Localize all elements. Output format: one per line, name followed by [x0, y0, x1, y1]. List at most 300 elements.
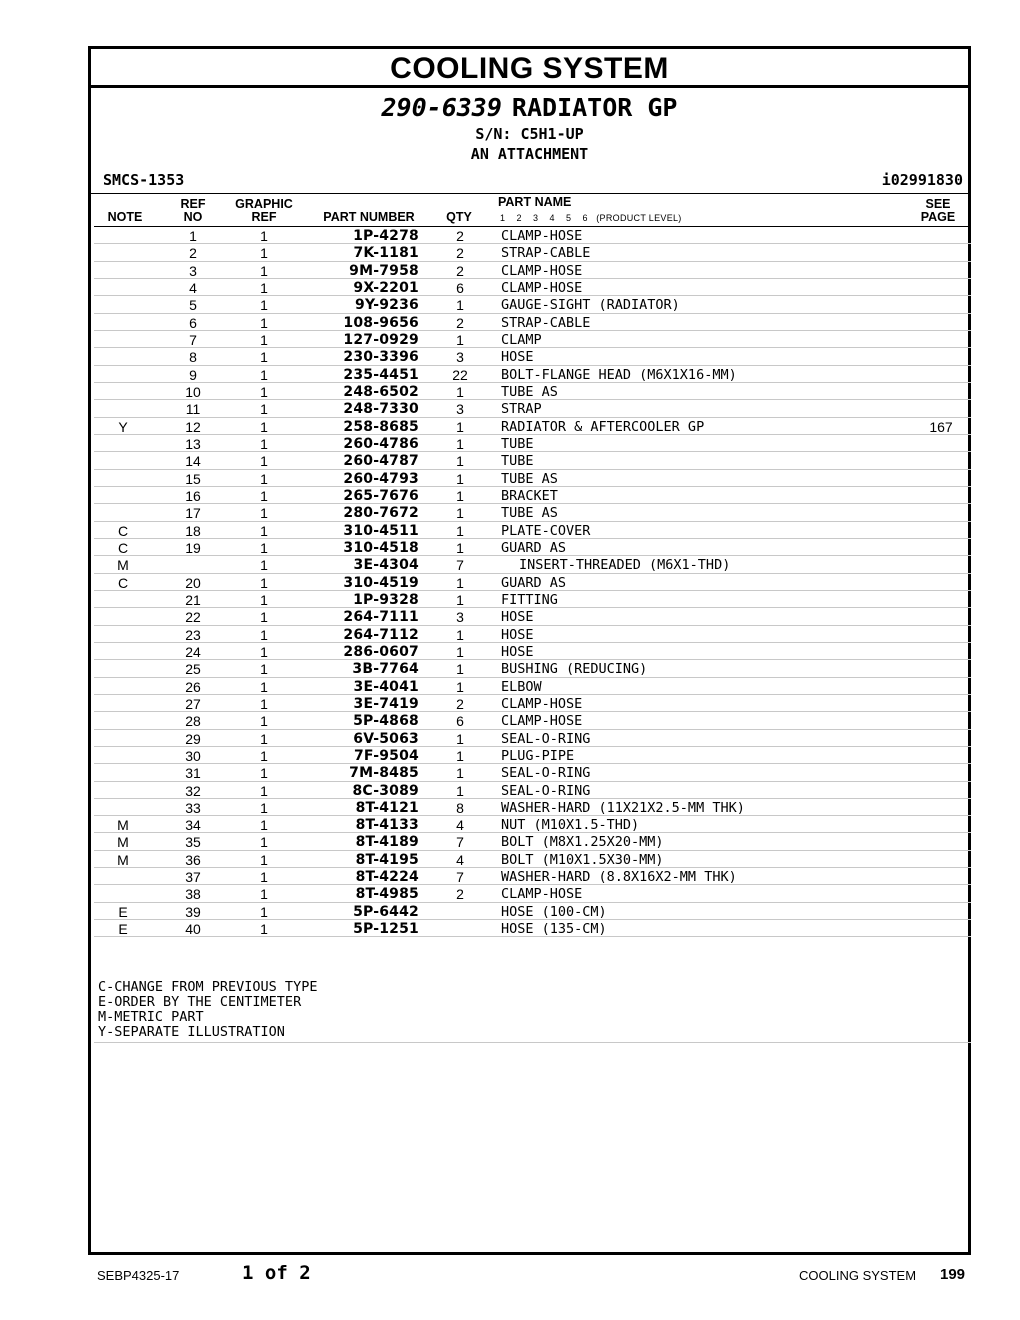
table-row [94, 348, 971, 365]
ref-no-cell: 39 [185, 903, 201, 920]
table-row [94, 833, 971, 850]
part-number-cell: 3B-7764 [352, 661, 419, 678]
see-page-cell [916, 435, 966, 452]
part-number-cell: 280-7672 [343, 505, 419, 522]
ref-no-cell: 30 [185, 747, 201, 764]
note-cell: C [117, 539, 129, 556]
see-page-cell [916, 452, 966, 469]
ref-no-cell: 38 [185, 886, 201, 903]
note-cell [103, 747, 143, 764]
section-title: COOLING SYSTEM [91, 49, 968, 88]
part-name-cell: NUT (M10X1.5-THD) [501, 817, 640, 834]
see-page-cell [916, 868, 966, 885]
see-page-cell [916, 695, 966, 712]
ref-no-cell: 5 [189, 297, 197, 314]
ref-no-cell: 20 [185, 574, 201, 591]
header-see-top: SEE [925, 197, 951, 211]
group-name: RADIATOR GP [511, 93, 678, 122]
qty-cell: 1 [456, 626, 464, 643]
part-name-cell: TUBE [501, 453, 534, 470]
note-cell [103, 868, 143, 885]
see-page-cell [916, 487, 966, 504]
graphic-ref-cell: 1 [260, 557, 268, 574]
part-number-cell: 8T-4985 [355, 886, 419, 903]
ref-no-cell: 23 [185, 626, 201, 643]
part-number-cell: 5P-1251 [353, 921, 419, 938]
part-number-cell: 235-4451 [343, 366, 419, 383]
part-name-cell: SEAL-O-RING [501, 782, 591, 799]
qty-cell: 1 [456, 487, 464, 504]
part-name-cell: RADIATOR & AFTERCOOLER GP [501, 418, 705, 435]
group-part-number: 290-6339 [381, 93, 502, 122]
table-row [94, 903, 971, 920]
table-row [94, 643, 971, 660]
qty-cell: 1 [456, 383, 464, 400]
part-number-cell: 3E-4304 [353, 557, 419, 574]
qty-cell: 6 [456, 279, 464, 296]
table-row [94, 470, 971, 487]
footer-section-name: COOLING SYSTEM [799, 1268, 917, 1283]
qty-cell: 3 [456, 401, 464, 418]
part-name-cell: STRAP [501, 401, 542, 418]
ref-no-cell: 14 [185, 453, 201, 470]
part-name-cell: CLAMP-HOSE [501, 713, 583, 730]
attachment-label: AN ATTACHMENT [470, 145, 589, 163]
part-number-cell: 9Y-9236 [355, 297, 419, 314]
note-cell: Y [118, 418, 128, 435]
part-number-cell: 1P-9328 [353, 591, 419, 608]
table-row [94, 556, 971, 573]
part-name-cell: HOSE [501, 349, 534, 366]
ref-no-cell: 13 [185, 435, 201, 452]
graphic-ref-cell: 1 [260, 713, 268, 730]
see-page-cell [916, 712, 966, 729]
note-cell [103, 712, 143, 729]
table-row [94, 799, 971, 816]
ref-no-cell: 35 [185, 834, 201, 851]
note-cell [103, 227, 143, 244]
part-name-cell: STRAP-CABLE [501, 314, 591, 331]
table-row [94, 244, 971, 261]
see-page-cell [916, 591, 966, 608]
note-cell [103, 695, 143, 712]
table-row [94, 296, 971, 313]
see-page-cell [916, 764, 966, 781]
graphic-ref-cell: 1 [260, 643, 268, 660]
part-name-cell: HOSE [501, 643, 534, 660]
part-name-cell: GUARD AS [501, 539, 567, 556]
ref-no-cell: 40 [185, 921, 201, 938]
serial-number: S/N: C5H1-UP [475, 125, 584, 143]
graphic-ref-cell: 1 [260, 678, 268, 695]
table-row [94, 400, 971, 417]
see-page-cell [916, 296, 966, 313]
table-row [94, 314, 971, 331]
column-header-ref-no [173, 198, 213, 224]
graphic-ref-cell: 1 [260, 470, 268, 487]
graphic-ref-cell: 1 [260, 626, 268, 643]
see-page-cell [916, 626, 966, 643]
table-row [94, 782, 971, 799]
graphic-ref-cell: 1 [260, 851, 268, 868]
table-row [94, 487, 971, 504]
table-row [94, 539, 971, 556]
table-row [94, 591, 971, 608]
part-number-cell: 8T-4195 [355, 851, 419, 868]
qty-cell: 7 [456, 557, 464, 574]
note-cell [103, 608, 143, 625]
part-name-cell: HOSE (100-CM) [501, 903, 607, 920]
graphic-ref-cell: 1 [260, 539, 268, 556]
ref-no-cell: 31 [185, 765, 201, 782]
part-name-cell: CLAMP-HOSE [501, 262, 583, 279]
graphic-ref-cell: 1 [260, 886, 268, 903]
note-cell [103, 314, 143, 331]
qty-cell: 1 [456, 297, 464, 314]
table-row [94, 366, 971, 383]
see-page-cell [916, 799, 966, 816]
table-row [94, 816, 971, 833]
table-row [94, 608, 971, 625]
product-level-scale: 1 2 3 4 5 6 (PRODUCT LEVEL) [500, 213, 682, 223]
part-number-cell: 230-3396 [343, 349, 419, 366]
qty-cell: 2 [456, 245, 464, 262]
part-number-cell: 248-7330 [343, 401, 419, 418]
qty-cell: 1 [456, 678, 464, 695]
note-cell [103, 279, 143, 296]
qty-cell: 1 [456, 747, 464, 764]
table-row [94, 418, 971, 435]
part-name-cell: CLAMP-HOSE [501, 886, 583, 903]
legend-line: Y-SEPARATE ILLUSTRATION [98, 1024, 285, 1040]
part-name-cell: CLAMP-HOSE [501, 695, 583, 712]
part-name-cell: BOLT-FLANGE HEAD (M6X1X16-MM) [501, 366, 737, 383]
table-row [94, 435, 971, 452]
see-page-cell [916, 903, 966, 920]
table-row [94, 331, 971, 348]
part-number-cell: 9M-7958 [349, 262, 419, 279]
ref-no-cell: 28 [185, 713, 201, 730]
qty-cell: 1 [456, 331, 464, 348]
part-name-cell: GAUGE-SIGHT (RADIATOR) [501, 297, 680, 314]
note-cell [103, 799, 143, 816]
note-cell [103, 452, 143, 469]
see-page-cell [916, 400, 966, 417]
ref-no-cell: 26 [185, 678, 201, 695]
table-row [94, 452, 971, 469]
column-header-qty: QTY [446, 210, 472, 224]
qty-cell: 1 [456, 539, 464, 556]
ref-no-cell: 24 [185, 643, 201, 660]
table-row [94, 851, 971, 868]
qty-cell: 1 [456, 643, 464, 660]
note-cell [103, 591, 143, 608]
part-name-cell: STRAP-CABLE [501, 245, 591, 262]
part-number-cell: 3E-4041 [353, 678, 419, 695]
ref-no-cell: 1 [189, 228, 197, 244]
ref-no-cell: 3 [189, 262, 197, 279]
part-name-cell: HOSE [501, 626, 534, 643]
note-cell: M [117, 834, 129, 851]
legend-line: M-METRIC PART [98, 1009, 204, 1025]
table-row [94, 868, 971, 885]
note-cell [103, 782, 143, 799]
note-cell [103, 730, 143, 747]
part-name-cell: GUARD AS [501, 574, 567, 591]
graphic-ref-cell: 1 [260, 574, 268, 591]
see-page-cell [916, 643, 966, 660]
graphic-ref-cell: 1 [260, 366, 268, 383]
graphic-ref-cell: 1 [260, 401, 268, 418]
graphic-ref-cell: 1 [260, 834, 268, 851]
see-page-cell [916, 383, 966, 400]
qty-cell: 1 [456, 591, 464, 608]
note-cell [103, 366, 143, 383]
part-number-cell: 310-4511 [343, 522, 419, 539]
ref-no-cell [173, 556, 213, 573]
note-cell: M [117, 817, 129, 834]
table-row [94, 678, 971, 695]
ref-no-cell: 22 [185, 609, 201, 626]
qty-cell: 1 [456, 470, 464, 487]
qty-cell: 2 [456, 695, 464, 712]
graphic-ref-cell: 1 [260, 869, 268, 886]
qty-cell [440, 903, 480, 920]
note-cell [103, 400, 143, 417]
graphic-ref-cell: 1 [260, 591, 268, 608]
graphic-ref-cell: 1 [260, 279, 268, 296]
part-number-cell: 7K-1181 [353, 245, 419, 262]
qty-cell: 2 [456, 886, 464, 903]
qty-cell: 2 [456, 314, 464, 331]
column-header-part-name: PART NAME [498, 195, 572, 209]
ref-no-cell: 16 [185, 487, 201, 504]
ref-no-cell: 9 [189, 366, 197, 383]
ref-no-cell: 27 [185, 695, 201, 712]
qty-cell: 1 [456, 418, 464, 435]
legend-line: E-ORDER BY THE CENTIMETER [98, 994, 302, 1010]
qty-cell: 7 [456, 869, 464, 886]
see-page-cell [916, 366, 966, 383]
note-cell: C [117, 574, 129, 591]
graphic-ref-cell: 1 [260, 383, 268, 400]
qty-cell: 1 [456, 435, 464, 452]
see-page-cell [916, 885, 966, 902]
note-cell [103, 244, 143, 261]
table-row [94, 383, 971, 400]
ref-no-cell: 21 [185, 591, 201, 608]
see-page-cell [916, 608, 966, 625]
see-page-cell [916, 678, 966, 695]
note-cell: M [117, 557, 129, 574]
ref-no-cell: 8 [189, 349, 197, 366]
ref-no-cell: 4 [189, 279, 197, 296]
graphic-ref-cell: 1 [260, 314, 268, 331]
see-page-cell [916, 262, 966, 279]
part-number-cell: 258-8685 [343, 418, 419, 435]
ref-no-cell: 33 [185, 799, 201, 816]
graphic-ref-cell: 1 [260, 921, 268, 938]
graphic-ref-cell: 1 [260, 349, 268, 366]
header-ref-top: REF [180, 197, 206, 211]
graphic-ref-cell: 1 [260, 695, 268, 712]
see-page-cell [916, 730, 966, 747]
graphic-ref-cell: 1 [260, 903, 268, 920]
part-name-cell: TUBE AS [501, 470, 558, 487]
part-name-cell: CLAMP [501, 331, 542, 348]
graphic-ref-cell: 1 [260, 331, 268, 348]
part-number-cell: 8T-4224 [355, 869, 419, 886]
qty-cell: 2 [456, 228, 464, 244]
qty-cell: 7 [456, 834, 464, 851]
group-title [91, 91, 968, 125]
part-number-cell: 7M-8485 [349, 765, 419, 782]
table-row [94, 712, 971, 729]
table-row [94, 764, 971, 781]
part-name-cell: BUSHING (REDUCING) [501, 661, 648, 678]
graphic-ref-cell: 1 [260, 747, 268, 764]
ref-no-cell: 2 [189, 245, 197, 262]
table-row [94, 885, 971, 902]
see-page-cell [916, 851, 966, 868]
header-graphic-top: GRAPHIC [235, 197, 293, 211]
part-number-cell: 108-9656 [343, 314, 419, 331]
graphic-ref-cell: 1 [260, 817, 268, 834]
part-name-cell: WASHER-HARD (8.8X16X2-MM THK) [501, 869, 737, 886]
see-page-cell [916, 331, 966, 348]
see-page-cell [916, 556, 966, 573]
ref-no-cell: 10 [185, 383, 201, 400]
table-row [94, 227, 971, 244]
part-number-cell: 8T-4133 [355, 817, 419, 834]
graphic-ref-cell: 1 [260, 297, 268, 314]
see-page-cell [916, 504, 966, 521]
publication-number: SEBP4325-17 [97, 1268, 180, 1283]
ref-no-cell: 12 [185, 418, 201, 435]
column-header-graphic-ref [229, 198, 299, 224]
note-cell [103, 383, 143, 400]
part-name-cell: INSERT-THREADED (M6X1-THD) [519, 557, 731, 574]
qty-cell: 4 [456, 817, 464, 834]
qty-cell: 1 [456, 522, 464, 539]
qty-cell: 1 [456, 574, 464, 591]
part-name-cell: FITTING [501, 591, 558, 608]
see-page-cell [916, 782, 966, 799]
part-number-cell: 248-6502 [343, 383, 419, 400]
qty-cell [440, 920, 480, 937]
note-cell [103, 626, 143, 643]
qty-cell: 1 [456, 765, 464, 782]
graphic-ref-cell: 1 [260, 505, 268, 522]
qty-cell: 6 [456, 713, 464, 730]
part-number-cell: 1P-4278 [353, 228, 419, 244]
ref-no-cell: 25 [185, 661, 201, 678]
part-number-cell: 260-4786 [343, 435, 419, 452]
ref-no-cell: 36 [185, 851, 201, 868]
ref-no-cell: 11 [185, 401, 201, 418]
table-row [94, 695, 971, 712]
note-cell [103, 643, 143, 660]
qty-cell: 2 [456, 262, 464, 279]
see-page-cell [916, 227, 966, 244]
graphic-ref-cell: 1 [260, 765, 268, 782]
see-page-cell [916, 539, 966, 556]
table-row [94, 279, 971, 296]
see-page-cell [916, 244, 966, 261]
part-number-cell: 260-4793 [343, 470, 419, 487]
ref-no-cell: 29 [185, 730, 201, 747]
note-cell [103, 331, 143, 348]
page-count: 1 of 2 [242, 1262, 311, 1284]
see-page-cell [916, 574, 966, 591]
table-row [94, 574, 971, 591]
table-row [94, 504, 971, 521]
ref-no-cell: 7 [189, 331, 197, 348]
graphic-ref-cell: 1 [260, 522, 268, 539]
qty-cell: 4 [456, 851, 464, 868]
part-number-cell: 3E-7419 [353, 695, 419, 712]
header-see-bottom: PAGE [920, 210, 956, 224]
qty-cell: 1 [456, 453, 464, 470]
note-cell [103, 487, 143, 504]
graphic-ref-cell: 1 [260, 730, 268, 747]
table-row [94, 730, 971, 747]
ref-no-cell: 34 [185, 817, 201, 834]
column-header-see-page [913, 198, 963, 224]
header-divider [91, 193, 968, 194]
note-cell [103, 262, 143, 279]
part-name-cell: TUBE AS [501, 505, 558, 522]
table-row [94, 522, 971, 539]
note-cell [103, 348, 143, 365]
ref-no-cell: 37 [185, 869, 201, 886]
note-cell [103, 678, 143, 695]
part-name-cell: PLUG-PIPE [501, 747, 575, 764]
legend-line: C-CHANGE FROM PREVIOUS TYPE [98, 979, 318, 995]
ref-no-cell: 32 [185, 782, 201, 799]
part-number-cell: 8C-3089 [352, 782, 419, 799]
see-page-cell [916, 660, 966, 677]
part-name-cell: HOSE (135-CM) [501, 921, 607, 938]
graphic-ref-cell: 1 [260, 228, 268, 244]
note-cell [103, 764, 143, 781]
column-header-note: NOTE [107, 210, 143, 224]
table-row [94, 626, 971, 643]
graphic-ref-cell: 1 [260, 453, 268, 470]
part-number-cell: 5P-6442 [353, 903, 419, 920]
table-row [94, 747, 971, 764]
part-name-cell: ELBOW [501, 678, 542, 695]
see-page-cell [916, 348, 966, 365]
qty-cell: 3 [456, 609, 464, 626]
smcs-code: SMCS-1353 [103, 171, 185, 189]
table-row [94, 262, 971, 279]
illustration-id: i02991830 [881, 171, 963, 189]
part-name-cell: BOLT (M10X1.5X30-MM) [501, 851, 664, 868]
note-cell [103, 660, 143, 677]
part-number-cell: 7F-9504 [353, 747, 419, 764]
ref-no-cell: 6 [189, 314, 197, 331]
part-name-cell: HOSE [501, 609, 534, 626]
part-name-cell: SEAL-O-RING [501, 765, 591, 782]
graphic-ref-cell: 1 [260, 609, 268, 626]
part-number-cell: 127-0929 [343, 331, 419, 348]
note-cell [103, 885, 143, 902]
qty-cell: 22 [452, 366, 468, 383]
part-name-cell: CLAMP-HOSE [501, 279, 583, 296]
graphic-ref-cell: 1 [260, 799, 268, 816]
part-name-cell: TUBE [501, 435, 534, 452]
